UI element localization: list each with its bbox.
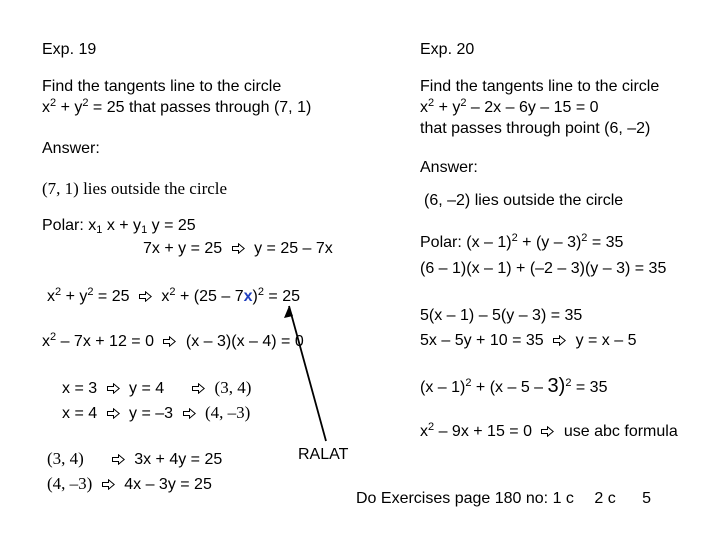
exp19-tangent2: (4, –3) 4x – 3y = 25	[47, 474, 212, 493]
exp19-polar-line1: Polar: $x_1$ $x + y_1$ y = 25	[42, 217, 196, 236]
exp20-outside-statement: (6, –2) lies outside the circle	[424, 192, 624, 209]
exp20-polar-line2: (6 – 1)(x – 1) + (–2 – 3)(y – 3) = 35	[420, 260, 667, 277]
exp19-tangent1: (3, 4) 3x + 4y = 25	[47, 449, 223, 468]
exp19-outside-statement: (7, 1) lies outside the circle	[42, 179, 228, 198]
exp19-substitution: $x^2 + y^2 = 25$ $x^2 + (25 - 7x)^2 = 25$	[47, 286, 300, 305]
exp19-polar-line2: 7x + y = 25 y = 25 – 7x	[143, 240, 333, 257]
ralat-annotation: RALAT	[298, 446, 349, 463]
exp20-line1: 5(x – 1) – 5(y – 3) = 35	[420, 307, 583, 324]
exp20-problem-line2: $x^2 + y^2 - 2x - 6y - 15 = 0$	[420, 97, 599, 116]
exp20-answer-label: Answer:	[420, 159, 478, 176]
exp19-solution2: x = 4 y = –3 (4, –3)	[62, 403, 251, 422]
exercises-note: Do Exercises page 180 no: 1 c 2 c 5	[356, 490, 652, 507]
exp20-polar-line1: Polar: (x – 1)$^2$ + (y – 3)$^2$ = 35	[420, 232, 624, 251]
exp20-line4: $x^2 - 9x + 15 = 0$ use abc formula	[420, 421, 678, 440]
exp19-heading: Exp. 19	[42, 41, 97, 58]
exp19-problem-line2: $x^2 + y^2 = 25$ that passes through (7, 1)	[42, 97, 312, 116]
exp20-heading: Exp. 20	[420, 41, 475, 58]
error-highlight-x: x	[243, 288, 253, 305]
exp19-answer-label: Answer:	[42, 140, 100, 157]
exp19-problem-line1: Find the tangents line to the circle	[42, 78, 282, 95]
exp20-line3: (x – 1)$^2$ + (x – 5 – 3)$^2$ = 35	[420, 375, 608, 397]
exp20-problem-line1: Find the tangents line to the circle	[420, 78, 660, 95]
exp19-quadratic: $x^2 - 7x + 12 = 0$ (x – 3)(x – 4) = 0	[42, 331, 304, 350]
exp20-line2: 5x – 5y + 10 = 35 y = x – 5	[420, 332, 637, 349]
exp19-solution1: x = 3 y = 4 (3, 4)	[62, 378, 252, 397]
exp20-problem-line3: that passes through point (6, –2)	[420, 120, 651, 137]
